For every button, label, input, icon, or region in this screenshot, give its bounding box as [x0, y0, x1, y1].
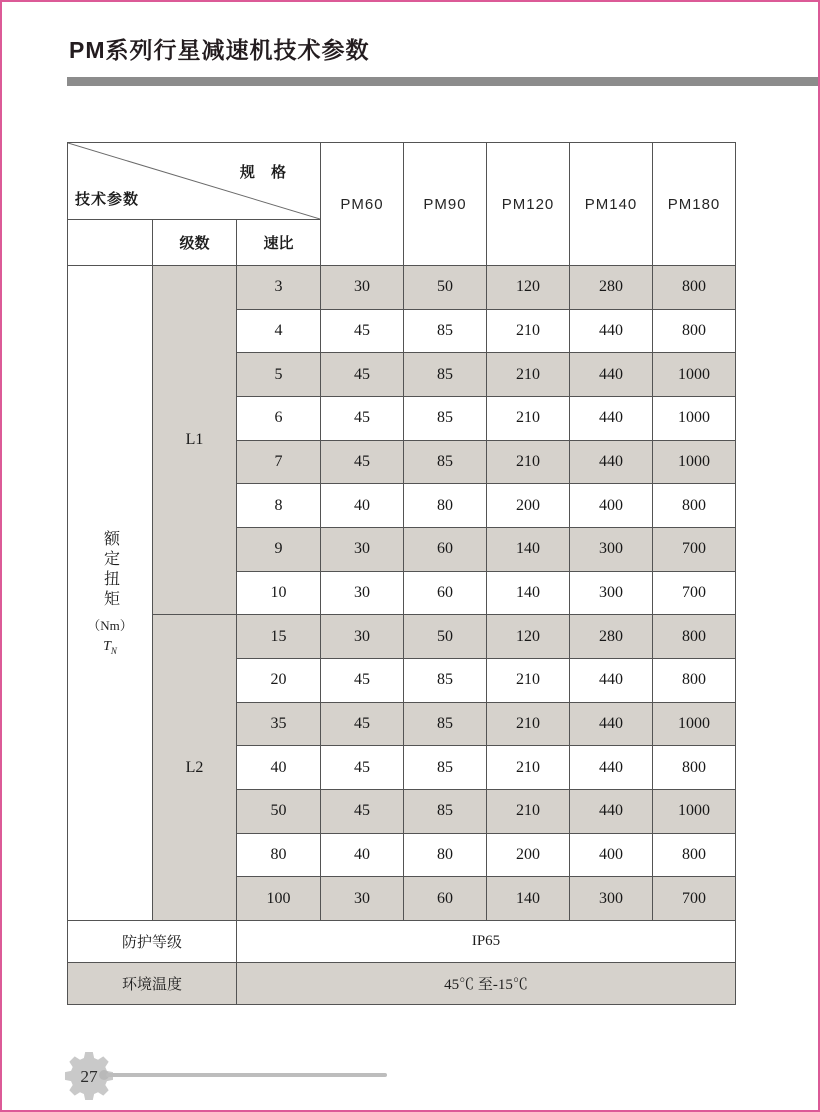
model-header-pm180: PM180 — [653, 143, 736, 266]
protection-class-label: 防护等级 — [68, 921, 237, 963]
stage-l2-cell: L2 — [153, 615, 237, 921]
value-cell: 300 — [570, 572, 653, 616]
value-cell: 85 — [404, 703, 487, 747]
value-cell: 210 — [487, 397, 570, 441]
value-cell: 210 — [487, 310, 570, 354]
value-cell: 85 — [404, 310, 487, 354]
parameters-table — [67, 142, 736, 1005]
value-cell: 50 — [404, 615, 487, 659]
value-cell: 210 — [487, 659, 570, 703]
value-cell: 45 — [321, 441, 404, 485]
value-cell: 700 — [653, 877, 736, 921]
ratio-cell: 15 — [237, 615, 321, 659]
ratio-cell: 3 — [237, 266, 321, 310]
value-cell: 210 — [487, 441, 570, 485]
value-cell: 140 — [487, 572, 570, 616]
value-cell: 120 — [487, 266, 570, 310]
value-cell: 800 — [653, 310, 736, 354]
value-cell: 140 — [487, 528, 570, 572]
value-cell: 440 — [570, 703, 653, 747]
value-cell: 85 — [404, 659, 487, 703]
value-cell: 440 — [570, 659, 653, 703]
torque-name-label: 额定扭矩 — [101, 530, 119, 611]
value-cell: 30 — [321, 572, 404, 616]
value-cell: 45 — [321, 790, 404, 834]
ratio-cell: 20 — [237, 659, 321, 703]
value-cell: 45 — [321, 397, 404, 441]
ratio-cell: 9 — [237, 528, 321, 572]
value-cell: 45 — [321, 746, 404, 790]
value-cell: 85 — [404, 441, 487, 485]
value-cell: 1000 — [653, 790, 736, 834]
value-cell: 80 — [404, 484, 487, 528]
value-cell: 45 — [321, 310, 404, 354]
value-cell: 400 — [570, 834, 653, 878]
value-cell: 800 — [653, 834, 736, 878]
ratio-cell: 10 — [237, 572, 321, 616]
value-cell: 1000 — [653, 397, 736, 441]
value-cell: 280 — [570, 615, 653, 659]
value-cell: 40 — [321, 484, 404, 528]
page-title: PM系列行星减速机技术参数 — [69, 37, 370, 63]
model-header-pm120: PM120 — [487, 143, 570, 266]
ratio-cell: 50 — [237, 790, 321, 834]
value-cell: 280 — [570, 266, 653, 310]
value-cell: 45 — [321, 659, 404, 703]
value-cell: 60 — [404, 528, 487, 572]
value-cell: 700 — [653, 528, 736, 572]
value-cell: 210 — [487, 353, 570, 397]
ratio-header: 速比 — [237, 220, 321, 266]
value-cell: 30 — [321, 266, 404, 310]
value-cell: 120 — [487, 615, 570, 659]
value-cell: 45 — [321, 703, 404, 747]
value-cell: 440 — [570, 397, 653, 441]
ratio-cell: 100 — [237, 877, 321, 921]
ratio-cell: 80 — [237, 834, 321, 878]
value-cell: 700 — [653, 572, 736, 616]
ratio-cell: 6 — [237, 397, 321, 441]
value-cell: 210 — [487, 790, 570, 834]
torque-row-header — [68, 266, 153, 921]
protection-class-value: IP65 — [237, 921, 736, 963]
corner-header-cell — [68, 143, 321, 220]
value-cell: 80 — [404, 834, 487, 878]
value-cell: 440 — [570, 746, 653, 790]
value-cell: 800 — [653, 659, 736, 703]
value-cell: 1000 — [653, 353, 736, 397]
value-cell: 60 — [404, 572, 487, 616]
torque-symbol: $T_N$ — [103, 639, 117, 656]
value-cell: 200 — [487, 834, 570, 878]
value-cell: 60 — [404, 877, 487, 921]
model-header-pm60: PM60 — [321, 143, 404, 266]
value-cell: 440 — [570, 790, 653, 834]
value-cell: 210 — [487, 703, 570, 747]
value-cell: 85 — [404, 353, 487, 397]
value-cell: 210 — [487, 746, 570, 790]
value-cell: 45 — [321, 353, 404, 397]
model-header-pm140: PM140 — [570, 143, 653, 266]
value-cell: 1000 — [653, 703, 736, 747]
ratio-cell: 7 — [237, 441, 321, 485]
value-cell: 800 — [653, 266, 736, 310]
value-cell: 440 — [570, 353, 653, 397]
stage-l1-cell: L1 — [153, 266, 237, 615]
value-cell: 85 — [404, 397, 487, 441]
ratio-cell: 8 — [237, 484, 321, 528]
footer-rule-line — [106, 1073, 387, 1077]
value-cell: 140 — [487, 877, 570, 921]
value-cell: 40 — [321, 834, 404, 878]
ambient-temperature-label: 环境温度 — [68, 963, 237, 1005]
ratio-cell: 40 — [237, 746, 321, 790]
spec-label: 规 格 — [239, 164, 292, 181]
empty-header-cell — [68, 220, 153, 266]
ratio-cell: 35 — [237, 703, 321, 747]
value-cell: 1000 — [653, 441, 736, 485]
value-cell: 300 — [570, 528, 653, 572]
stage-header: 级数 — [153, 220, 237, 266]
value-cell: 30 — [321, 528, 404, 572]
value-cell: 400 — [570, 484, 653, 528]
value-cell: 50 — [404, 266, 487, 310]
ambient-temperature-value: 45℃ 至-15℃ — [237, 963, 736, 1005]
value-cell: 30 — [321, 615, 404, 659]
value-cell: 200 — [487, 484, 570, 528]
value-cell: 85 — [404, 746, 487, 790]
value-cell: 800 — [653, 484, 736, 528]
value-cell: 800 — [653, 746, 736, 790]
ratio-cell: 4 — [237, 310, 321, 354]
tech-params-label: 技术参数 — [75, 191, 140, 208]
page-number: 27 — [80, 1067, 98, 1087]
model-header-pm90: PM90 — [404, 143, 487, 266]
torque-unit-label: （Nm） — [87, 618, 133, 634]
value-cell: 300 — [570, 877, 653, 921]
value-cell: 800 — [653, 615, 736, 659]
value-cell: 440 — [570, 310, 653, 354]
value-cell: 30 — [321, 877, 404, 921]
ratio-cell: 5 — [237, 353, 321, 397]
title-underline-bar — [67, 77, 818, 86]
value-cell: 85 — [404, 790, 487, 834]
value-cell: 440 — [570, 441, 653, 485]
